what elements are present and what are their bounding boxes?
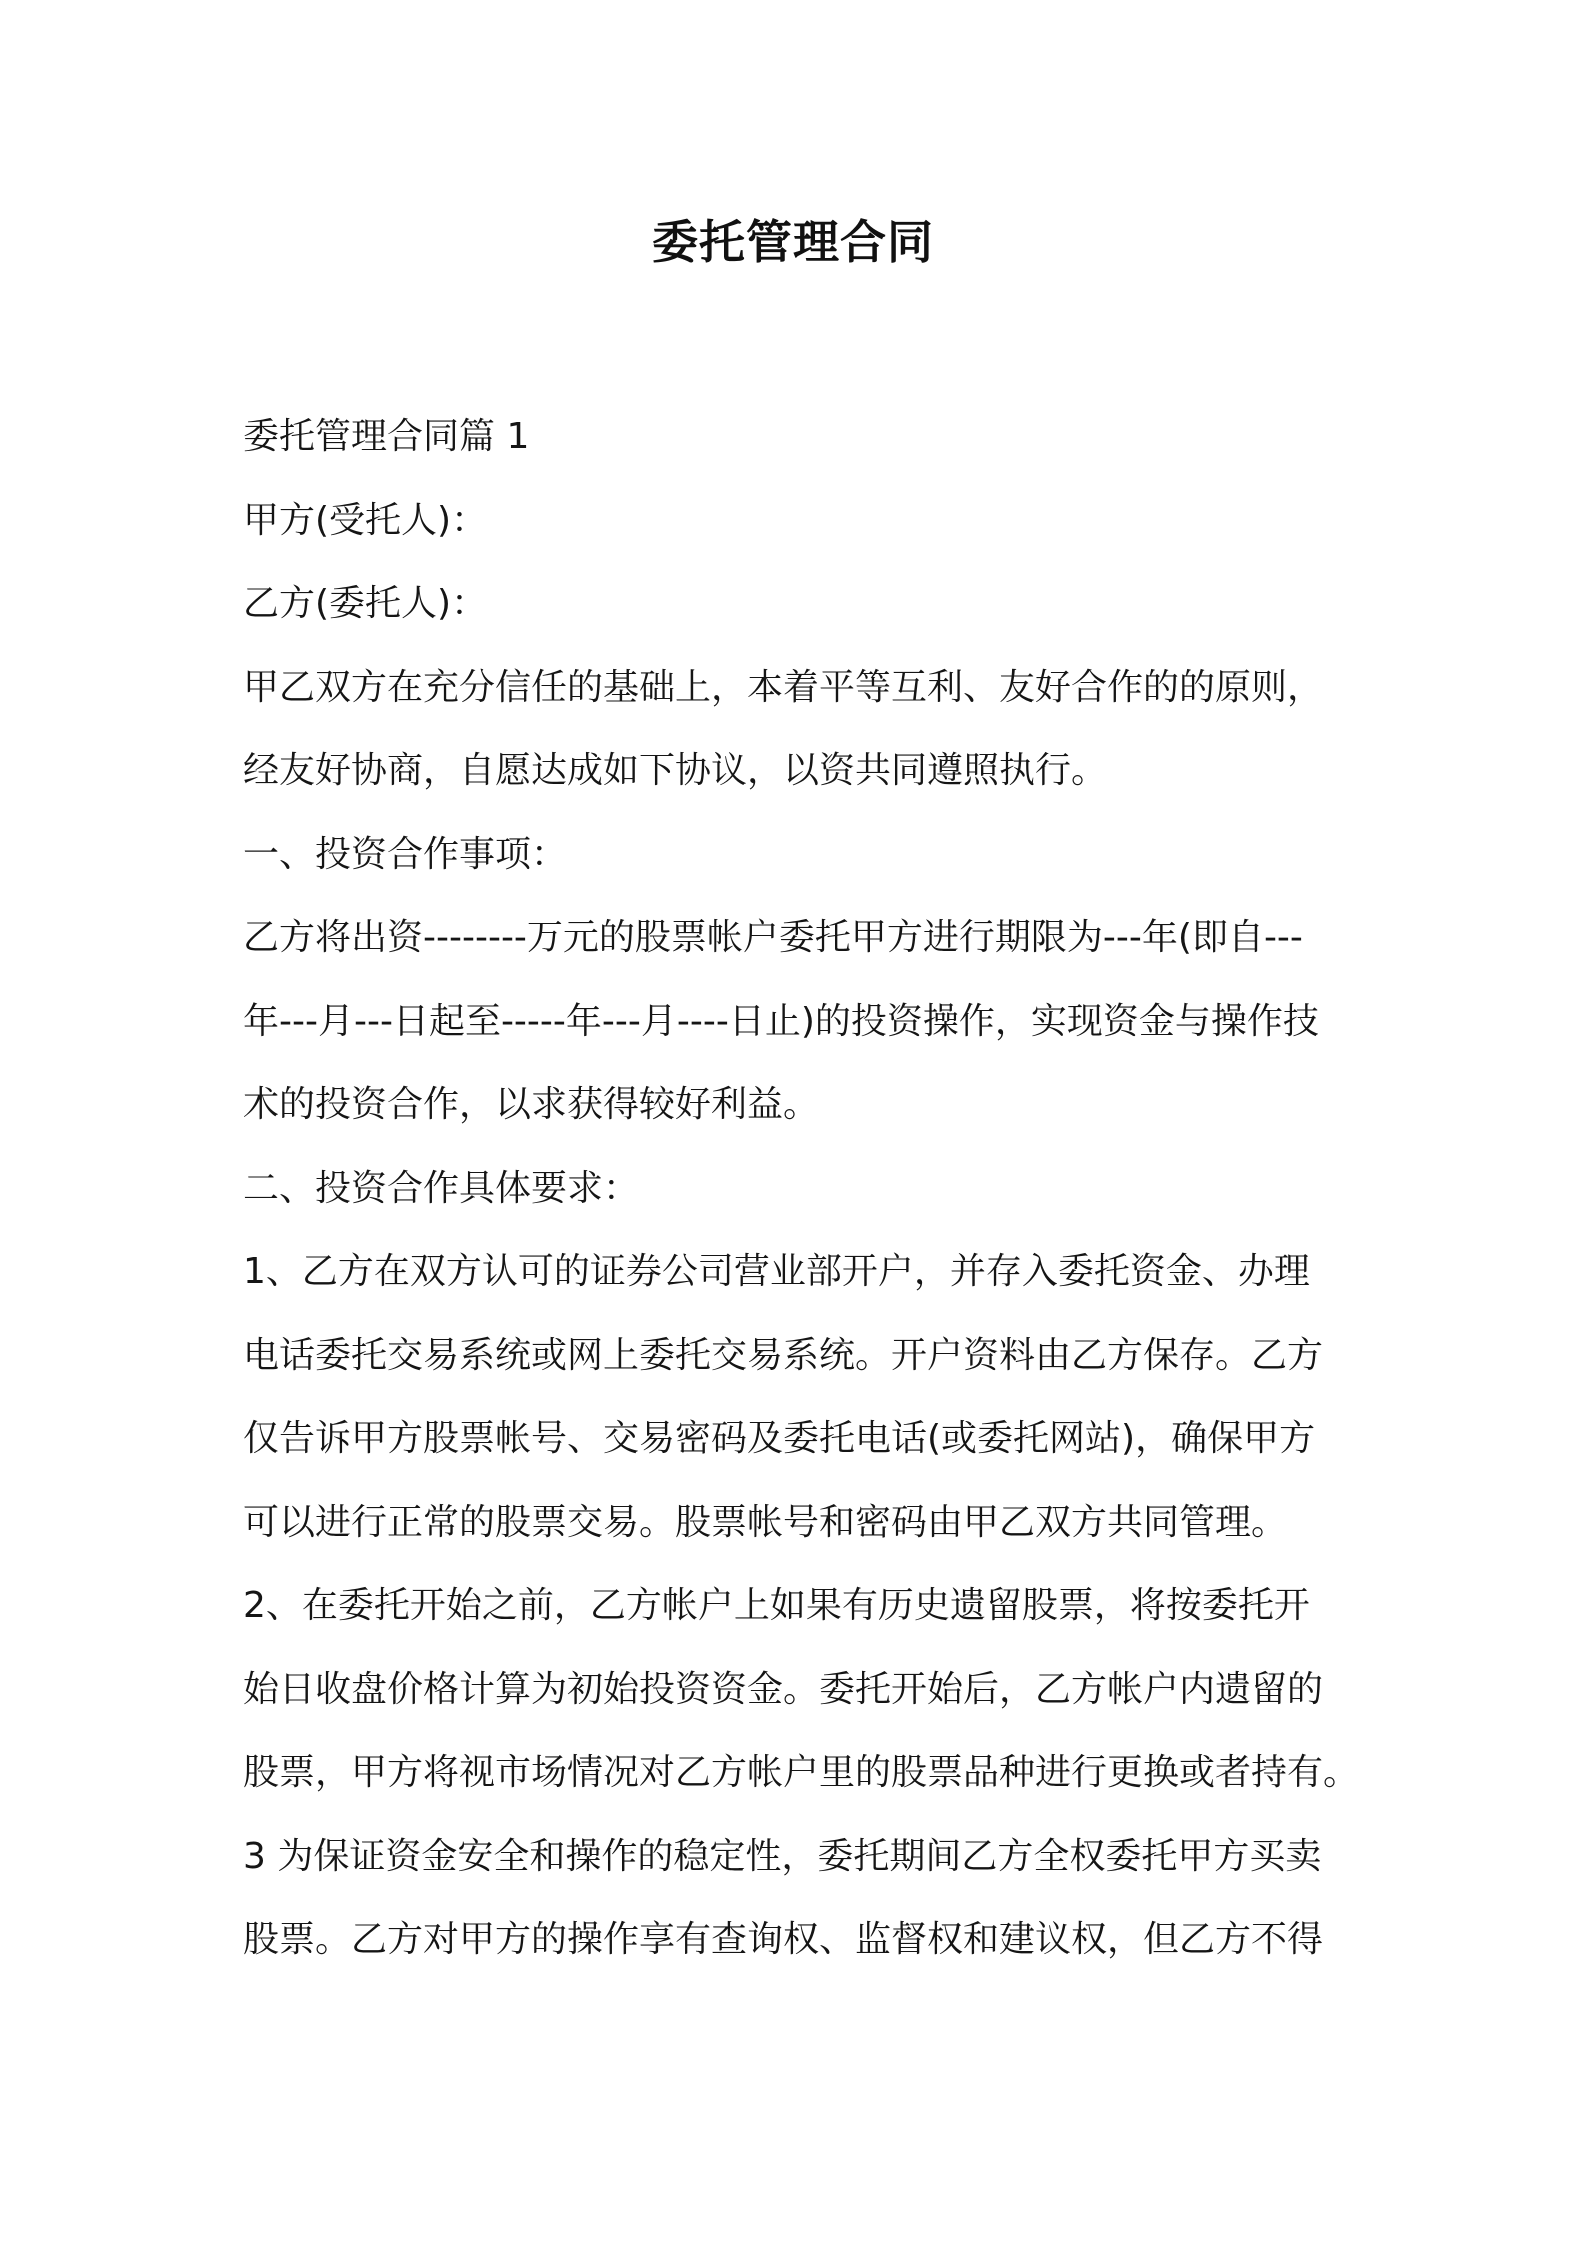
body-line: 甲乙双方在充分信任的基础上，本着平等互利、友好合作的的原则，: [243, 666, 1324, 708]
body-line: 一、投资合作事项：: [243, 833, 568, 875]
body-line: 2、在委托开始之前，乙方帐户上如果有历史遗留股票，将按委托开: [243, 1585, 1310, 1626]
body-line: 委托管理合同篇 1: [243, 416, 530, 457]
body-line: 3 为保证资金安全和操作的稳定性，委托期间乙方全权委托甲方买卖: [243, 1835, 1322, 1877]
body-line: 始日收盘价格计算为初始投资资金。委托开始后，乙方帐户内遗留的: [243, 1668, 1324, 1710]
document-title: 委托管理合同: [652, 215, 934, 269]
body-line: 术的投资合作，以求获得较好利益。: [243, 1084, 820, 1125]
body-line: 1、乙方在双方认可的证券公司营业部开户，并存入委托资金、办理: [243, 1251, 1310, 1292]
body-line: 乙方将出资--------万元的股票帐户委托甲方进行期限为---年(即自---: [243, 917, 1303, 958]
body-line: 甲方(受托人)：: [243, 499, 488, 541]
body-line: 电话委托交易系统或网上委托交易系统。开户资料由乙方保存。乙方: [243, 1334, 1324, 1376]
body-line: 仅告诉甲方股票帐号、交易密码及委托电话(或委托网站)，确保甲方: [243, 1418, 1316, 1459]
document-body: [243, 395, 1363, 1982]
body-line: 乙方(委托人)：: [243, 583, 488, 624]
body-line: 可以进行正常的股票交易。股票帐号和密码由甲乙双方共同管理。: [243, 1501, 1288, 1543]
body-line: 股票。乙方对甲方的操作享有查询权、监督权和建议权，但乙方不得: [243, 1919, 1324, 1960]
body-line: 年---月---日起至-----年---月----日止)的投资操作，实现资金与操作技: [243, 1000, 1319, 1042]
body-line: 二、投资合作具体要求：: [243, 1167, 640, 1209]
body-line: 股票，甲方将视市场情况对乙方帐户里的股票品种进行更换或者持有。: [243, 1752, 1360, 1793]
body-line: 经友好协商，自愿达成如下协议，以资共同遵照执行。: [243, 750, 1108, 791]
